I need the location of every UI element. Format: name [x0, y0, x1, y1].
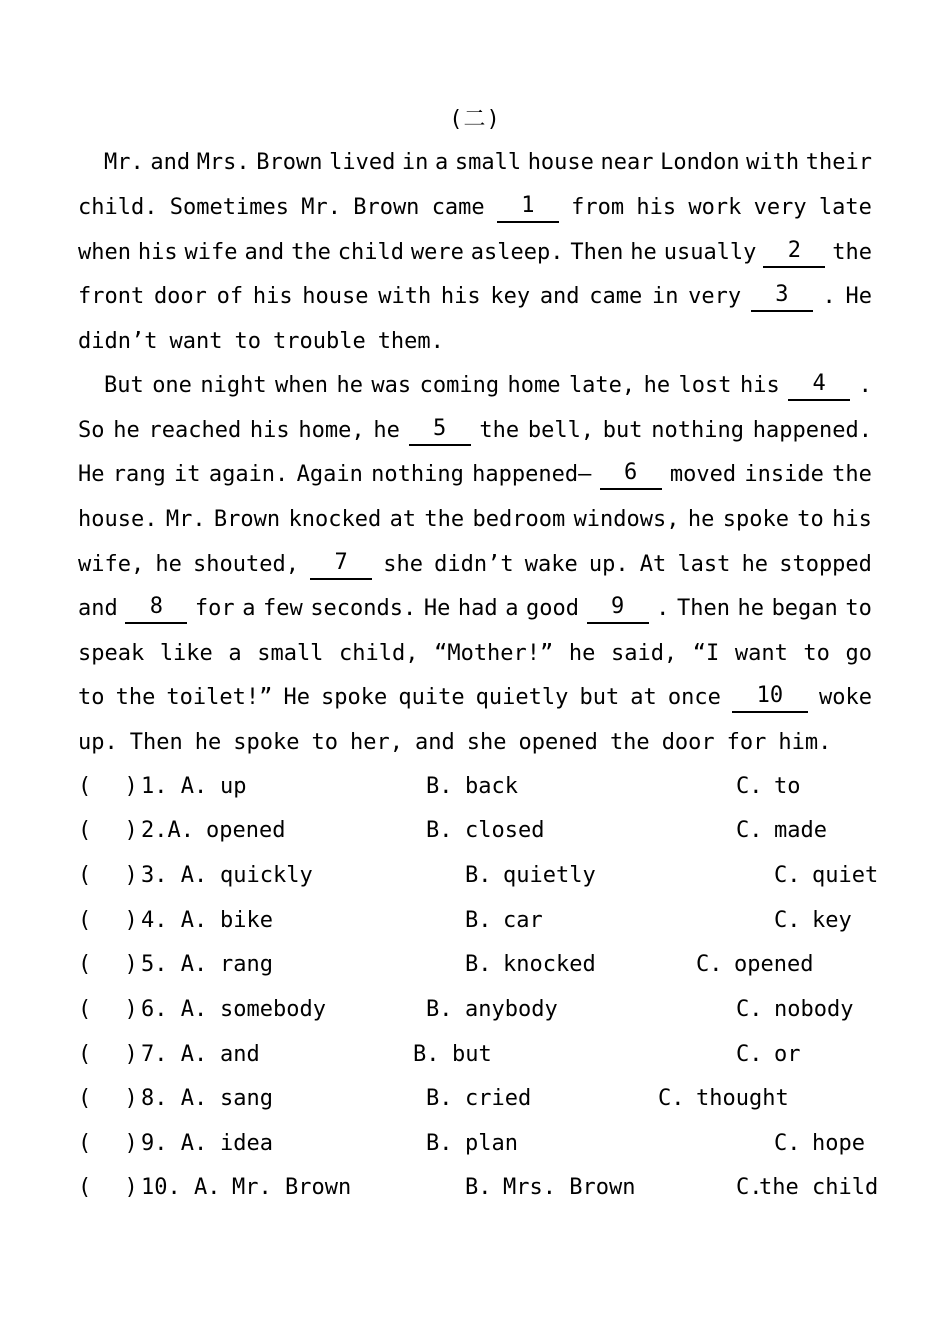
question-number: 3. A.	[141, 863, 208, 888]
passage-word: in	[651, 284, 679, 309]
answer-blank-8[interactable]: 8	[125, 594, 187, 624]
question-row	[78, 950, 878, 980]
passage-word: his	[440, 284, 481, 309]
passage-line	[78, 460, 872, 490]
passage-word: his	[636, 195, 677, 220]
passage-word: So	[78, 418, 105, 443]
passage-word: inside	[744, 462, 824, 487]
passage-word: stopped	[779, 552, 872, 577]
option-b: knocked	[503, 952, 596, 977]
question-row	[78, 906, 878, 936]
passage-word: from	[571, 195, 625, 220]
passage-word: quietly	[475, 685, 569, 710]
option-a: somebody	[220, 997, 326, 1022]
option-b-letter: B.	[465, 952, 492, 977]
option-b: but	[452, 1042, 492, 1067]
question-row	[78, 995, 878, 1025]
passage-word: Brown	[353, 195, 420, 220]
option-c: the child	[759, 1175, 879, 1200]
option-a: idea	[220, 1131, 273, 1156]
passage-word: for	[726, 730, 767, 755]
passage-word: But	[104, 373, 144, 398]
answer-blank-7[interactable]: 7	[310, 550, 372, 580]
passage-line	[104, 148, 872, 178]
option-a: sang	[220, 1086, 273, 1111]
passage-word: work	[688, 195, 742, 220]
passage-word: coming	[419, 373, 500, 398]
answer-blank-9[interactable]: 9	[587, 594, 649, 624]
question-number: 1. A.	[141, 774, 208, 799]
passage-word: reached	[148, 418, 242, 443]
passage-word: front	[78, 284, 145, 309]
question-number: 5. A.	[141, 952, 208, 977]
option-b: anybody	[465, 997, 558, 1022]
option-c-letter: C.	[696, 952, 723, 977]
passage-word: opened	[518, 730, 598, 755]
answer-paren[interactable]: ( )	[78, 774, 148, 799]
option-b-letter: B.	[426, 1086, 453, 1111]
passage-line	[78, 193, 872, 223]
passage-word: wake	[524, 552, 578, 577]
passage-word: shouted,	[193, 552, 299, 577]
option-c: thought	[696, 1086, 789, 1111]
answer-paren[interactable]: ( )	[78, 863, 148, 888]
answer-blank-1[interactable]: 1	[497, 193, 559, 223]
answer-paren[interactable]: ( )	[78, 997, 148, 1022]
passage-word: to	[78, 685, 105, 710]
passage-word: he	[113, 418, 140, 443]
option-b: cried	[465, 1086, 532, 1111]
passage-line	[78, 594, 872, 624]
passage-word: his	[137, 240, 178, 265]
passage-word: bedroom	[472, 507, 566, 532]
answer-blank-5[interactable]: 5	[409, 416, 471, 446]
question-row	[78, 1040, 878, 1070]
passage-word: didn’t	[78, 329, 158, 354]
option-b: closed	[465, 818, 545, 843]
answer-blank-3[interactable]: 3	[751, 282, 813, 312]
question-number: 9. A.	[141, 1131, 208, 1156]
passage-word: late,	[568, 373, 636, 398]
passage-word: when	[78, 240, 131, 265]
passage-line	[78, 238, 872, 268]
answer-blank-10[interactable]: 10	[732, 683, 808, 713]
passage-word: up.	[78, 730, 118, 755]
question-number: 8. A.	[141, 1086, 208, 1111]
passage-word: her,	[349, 730, 403, 755]
passage-word: moved	[669, 462, 737, 487]
passage-word: windows,	[573, 507, 680, 532]
passage-word: rang	[112, 462, 166, 487]
passage-word: she	[383, 552, 424, 577]
option-a: up	[220, 774, 247, 799]
passage-word: up.	[588, 552, 629, 577]
passage-word: near	[600, 150, 654, 175]
passage-word: .	[858, 373, 872, 398]
passage-word: the	[479, 418, 520, 443]
passage-word: spoke	[233, 730, 300, 755]
option-c-letter: C.	[658, 1086, 685, 1111]
option-b: car	[503, 908, 543, 933]
passage-word: small	[257, 641, 324, 666]
option-b: Mrs. Brown	[503, 1175, 636, 1200]
passage-word: when	[275, 373, 329, 398]
passage-word: nothing	[651, 418, 744, 443]
passage-word: for	[194, 596, 235, 621]
passage-word: small	[454, 150, 522, 175]
passage-word: key	[490, 284, 531, 309]
passage-word: “I	[692, 641, 720, 666]
question-number: 7. A.	[141, 1042, 208, 1067]
passage-word: and	[78, 596, 118, 621]
passage-word: wife	[184, 240, 238, 265]
passage-word: happened.	[752, 418, 872, 443]
passage-word: usually	[663, 240, 757, 265]
passage-line	[78, 327, 872, 357]
answer-paren[interactable]: ( )	[78, 908, 148, 933]
passage-word: once	[667, 685, 721, 710]
passage-line	[78, 728, 872, 758]
passage-word: .	[822, 284, 836, 309]
option-c: hope	[812, 1131, 865, 1156]
passage-word: he	[568, 641, 596, 666]
option-b-letter: B.	[465, 863, 492, 888]
option-b-letter: B.	[426, 997, 453, 1022]
question-row	[78, 772, 878, 802]
passage-word: house	[302, 284, 369, 309]
passage-word: to	[234, 329, 261, 354]
passage-word: him.	[778, 730, 832, 755]
passage-word: want	[734, 641, 788, 666]
passage-word: bell,	[527, 418, 595, 443]
passage-word: she	[466, 730, 507, 755]
passage-word: go	[845, 641, 872, 666]
option-b-letter: B.	[426, 1131, 453, 1156]
passage-word: a	[435, 150, 449, 175]
answer-paren[interactable]: ( )	[78, 1175, 148, 1200]
answer-paren[interactable]: ( )	[78, 818, 148, 843]
passage-word: his	[249, 418, 290, 443]
passage-word: one	[152, 373, 192, 398]
passage-word: toilet!”	[166, 685, 273, 710]
passage-word: spoke	[321, 685, 388, 710]
passage-word: to	[311, 730, 338, 755]
passage-word: a	[242, 596, 256, 621]
passage-word: but	[602, 418, 643, 443]
section-title: (二)	[449, 107, 501, 132]
passage-word: .	[656, 596, 670, 621]
option-c-letter: C.	[736, 997, 763, 1022]
passage-word: speak	[78, 641, 145, 666]
passage-word: woke	[819, 685, 872, 710]
option-c: nobody	[774, 997, 854, 1022]
passage-word: few	[263, 596, 303, 621]
passage-word: Then	[570, 240, 624, 265]
passage-word: Brown	[213, 507, 281, 532]
passage-word: and	[414, 730, 455, 755]
passage-word: his	[739, 373, 780, 398]
passage-word: trouble	[272, 329, 366, 354]
passage-word: Mrs.	[196, 150, 250, 175]
passage-word: with	[746, 150, 800, 175]
answer-paren[interactable]: ( )	[78, 952, 148, 977]
passage-word: a	[505, 596, 519, 621]
answer-blank-6[interactable]: 6	[600, 460, 662, 490]
passage-line	[104, 371, 872, 401]
option-c: opened	[734, 952, 814, 977]
passage-word: and	[244, 240, 285, 265]
passage-line	[78, 683, 872, 713]
passage-word: Then	[676, 596, 730, 621]
passage-word: child	[337, 240, 404, 265]
question-number: 2.A.	[141, 818, 194, 843]
option-a: and	[220, 1042, 260, 1067]
passage-word: At	[639, 552, 667, 577]
passage-word: door	[661, 730, 715, 755]
passage-word: quite	[398, 685, 465, 710]
passage-word: He	[283, 685, 310, 710]
passage-word: a	[228, 641, 242, 666]
passage-word: his	[832, 507, 872, 532]
passage-word: Then	[129, 730, 183, 755]
passage-word: it	[174, 462, 201, 487]
passage-word: to	[845, 596, 872, 621]
passage-word: want	[169, 329, 223, 354]
passage-word: London	[660, 150, 740, 175]
question-row	[78, 1173, 878, 1203]
passage-word: he	[741, 552, 769, 577]
option-c-letter: C.	[736, 818, 763, 843]
passage-word: lost	[678, 373, 732, 398]
passage-word: He	[78, 462, 105, 487]
passage-line	[78, 416, 872, 446]
passage-word: he	[373, 418, 400, 443]
passage-word: came	[431, 195, 485, 220]
question-row	[78, 1084, 878, 1114]
passage-word: the	[291, 240, 331, 265]
answer-blank-2[interactable]: 2	[763, 238, 825, 268]
passage-word: very	[688, 284, 742, 309]
option-a: bike	[220, 908, 273, 933]
option-c-letter: C.	[736, 1175, 763, 1200]
passage-word: Sometimes	[169, 195, 289, 220]
passage-word: he	[336, 373, 363, 398]
passage-word: and	[539, 284, 580, 309]
passage-word: like	[159, 641, 213, 666]
passage-word: He	[423, 596, 451, 621]
passage-word: house	[527, 150, 594, 175]
passage-word: last	[677, 552, 731, 577]
option-c: to	[774, 774, 801, 799]
passage-word: asleep.	[470, 240, 564, 265]
passage-word: knocked	[288, 507, 382, 532]
passage-word: the	[609, 730, 650, 755]
question-number: 4. A.	[141, 908, 208, 933]
question-row	[78, 1129, 878, 1159]
question-row	[78, 816, 878, 846]
passage-word: He	[845, 284, 872, 309]
passage-word: with	[378, 284, 432, 309]
option-c-letter: C.	[774, 863, 801, 888]
passage-word: at	[630, 685, 657, 710]
passage-word: wife,	[78, 552, 145, 577]
option-c-letter: C.	[774, 908, 801, 933]
option-b-letter: B.	[426, 774, 453, 799]
passage-word: at	[389, 507, 417, 532]
option-c-letter: C.	[736, 774, 763, 799]
passage-word: the	[832, 462, 872, 487]
passage-word: Again	[296, 462, 363, 487]
passage-word: Mr.	[165, 507, 206, 532]
passage-word: spoke	[722, 507, 789, 532]
passage-word: lived	[329, 150, 396, 175]
passage-line	[78, 639, 872, 669]
passage-word: he	[630, 240, 657, 265]
passage-word: “Mother!”	[434, 641, 554, 666]
passage-word: their	[805, 150, 872, 175]
option-b-letter: B.	[465, 1175, 492, 1200]
answer-blank-4[interactable]: 4	[788, 371, 850, 401]
passage-word: didn’t	[434, 552, 514, 577]
passage-word: the	[424, 507, 465, 532]
passage-word: he	[194, 730, 222, 755]
passage-word: he	[643, 373, 671, 398]
passage-word: had	[457, 596, 498, 621]
option-c-letter: C.	[736, 1042, 763, 1067]
question-number: 6. A.	[141, 997, 208, 1022]
passage-word: his	[252, 284, 293, 309]
passage-word: late	[818, 195, 872, 220]
passage-word: he	[155, 552, 182, 577]
answer-paren[interactable]: ( )	[78, 1042, 148, 1067]
passage-word: them.	[377, 329, 444, 354]
passage-word: house.	[78, 507, 158, 532]
passage-word: night	[200, 373, 267, 398]
passage-word: came	[589, 284, 643, 309]
option-a: rang	[220, 952, 273, 977]
passage-word: and	[150, 150, 191, 175]
passage-line	[78, 282, 872, 312]
passage-word: were	[410, 240, 464, 265]
passage-word: door	[153, 284, 207, 309]
passage-word: to	[803, 641, 830, 666]
passage-word: Mr.	[104, 150, 144, 175]
option-c-letter: C.	[774, 1131, 801, 1156]
passage-word: nothing	[371, 462, 464, 487]
option-c: or	[774, 1042, 801, 1067]
option-c: key	[812, 908, 852, 933]
option-c: made	[774, 818, 827, 843]
passage-word: seconds.	[310, 596, 417, 621]
passage-word: but	[579, 685, 620, 710]
option-b: plan	[465, 1131, 518, 1156]
answer-paren[interactable]: ( )	[78, 1131, 148, 1156]
passage-word: good	[526, 596, 580, 621]
option-b-letter: B.	[465, 908, 492, 933]
question-number: 10. A.	[141, 1175, 221, 1200]
passage-word: very	[753, 195, 807, 220]
passage-word: Brown	[256, 150, 323, 175]
option-a: quickly	[220, 863, 313, 888]
answer-paren[interactable]: ( )	[78, 1086, 148, 1111]
passage-word: was	[371, 373, 412, 398]
passage-word: to	[797, 507, 824, 532]
passage-line	[78, 505, 872, 535]
passage-word: home	[507, 373, 561, 398]
passage-word: said,	[610, 641, 678, 666]
passage-word: he	[737, 596, 764, 621]
passage-word: began	[771, 596, 838, 621]
passage-word: of	[216, 284, 244, 309]
passage-word: in	[401, 150, 429, 175]
passage-word: child.	[78, 195, 158, 220]
option-b: quietly	[503, 863, 596, 888]
option-a: opened	[206, 818, 286, 843]
passage-word: happened—	[472, 462, 592, 487]
question-row	[78, 861, 878, 891]
passage-word: the	[115, 685, 156, 710]
passage-word: the	[832, 240, 872, 265]
option-c: quiet	[812, 863, 879, 888]
option-b: back	[465, 774, 518, 799]
option-b-letter: B.	[426, 818, 453, 843]
passage-line	[78, 550, 872, 580]
passage-word: child,	[339, 641, 419, 666]
passage-word: again.	[208, 462, 289, 487]
option-b-letter: B.	[413, 1042, 440, 1067]
option-a: Mr. Brown	[232, 1175, 352, 1200]
passage-word: home,	[298, 418, 365, 443]
passage-word: Mr.	[301, 195, 341, 220]
passage-word: he	[687, 507, 715, 532]
